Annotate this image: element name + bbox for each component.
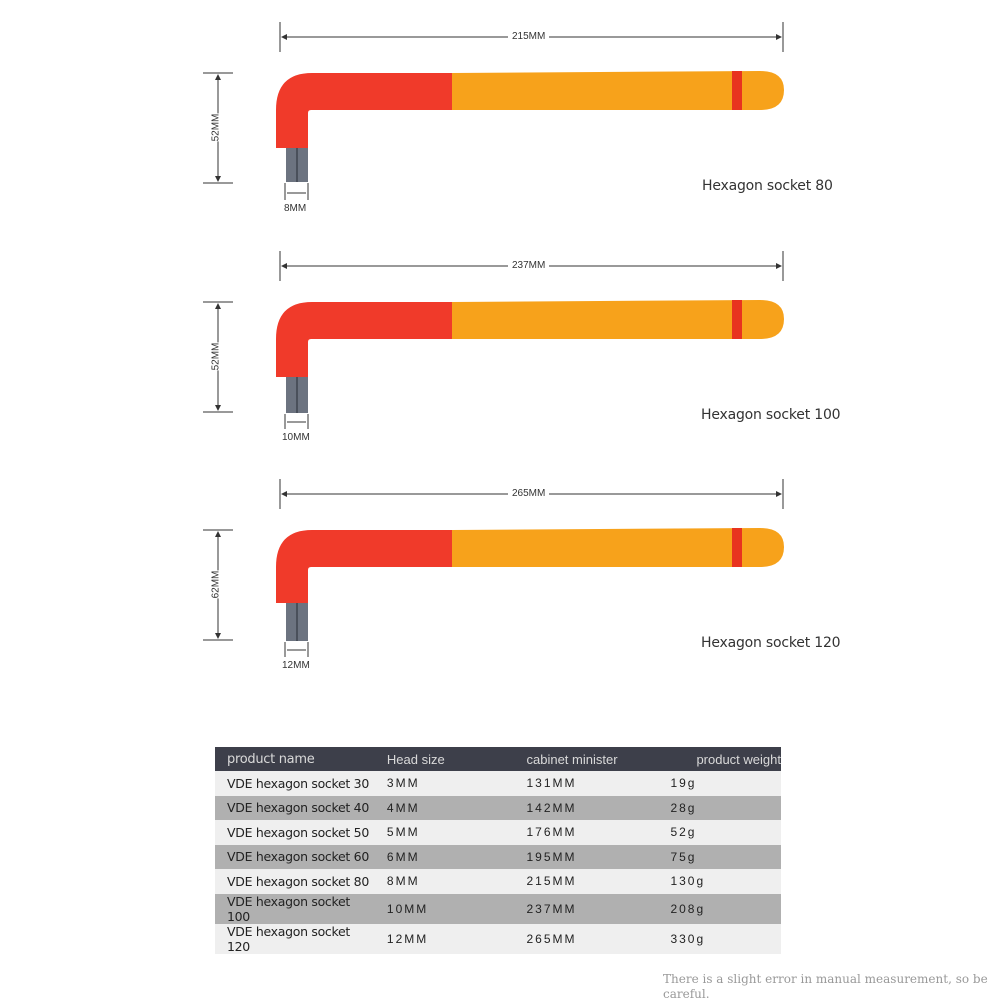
tool-name: Hexagon socket 120 [701,635,841,651]
tool-hexagon-socket-80 [0,0,1001,220]
tool-name: Hexagon socket 80 [702,178,833,194]
cell-length: 265MM [512,924,670,954]
cell-weight: 52g [670,820,781,845]
cell-length: 176MM [512,820,670,845]
length-label: 215MM [508,31,549,42]
spec-table [215,747,781,954]
table-row [215,869,781,894]
cell-weight: 75g [670,845,781,870]
cell-product-name: VDE hexagon socket 120 [215,924,373,954]
head-size-label: 8MM [284,203,307,214]
table-row [215,820,781,845]
cell-weight: 19g [670,771,781,796]
cell-product-name: VDE hexagon socket 100 [215,894,373,924]
cell-head-size: 4MM [373,796,513,821]
cell-head-size: 6MM [373,845,513,870]
cell-head-size: 5MM [373,820,513,845]
cell-weight: 130g [670,869,781,894]
cell-product-name: VDE hexagon socket 80 [215,869,373,894]
cell-head-size: 8MM [373,869,513,894]
tool-name: Hexagon socket 100 [701,407,841,423]
cell-length: 131MM [512,771,670,796]
cell-head-size: 3MM [373,771,513,796]
table-row [215,894,781,924]
height-label: 52MM [210,113,222,142]
head-size-label: 12MM [282,660,310,671]
cell-weight: 208g [670,894,781,924]
cell-weight: 28g [670,796,781,821]
cell-head-size: 10MM [373,894,513,924]
cell-length: 237MM [512,894,670,924]
height-label: 52MM [210,342,222,371]
cell-head-size: 12MM [373,924,513,954]
header-head-size: Head size [373,747,513,771]
cell-product-name: VDE hexagon socket 40 [215,796,373,821]
cell-product-name: VDE hexagon socket 50 [215,820,373,845]
hex-key-illustration [0,229,1001,449]
header-cabinet-minister: cabinet minister [512,747,670,771]
header-product-name: product name [215,747,373,771]
hex-key-illustration [0,457,1001,677]
hex-key-illustration [0,0,1001,220]
length-label: 237MM [508,260,549,271]
measurement-note: There is a slight error in manual measurement, so be careful. [663,972,988,1001]
cell-length: 215MM [512,869,670,894]
table-row [215,924,781,954]
cell-product-name: VDE hexagon socket 60 [215,845,373,870]
table-row [215,845,781,870]
cell-length: 195MM [512,845,670,870]
header-product-weight: product weight [670,747,781,771]
head-size-label: 10MM [282,432,310,443]
height-label: 62MM [210,570,222,599]
table-row [215,796,781,821]
tool-hexagon-socket-100 [0,229,1001,449]
length-label: 265MM [508,488,549,499]
cell-product-name: VDE hexagon socket 30 [215,771,373,796]
cell-weight: 330g [670,924,781,954]
table-row [215,771,781,796]
cell-length: 142MM [512,796,670,821]
tool-hexagon-socket-120 [0,457,1001,677]
table-header-row [215,747,781,771]
